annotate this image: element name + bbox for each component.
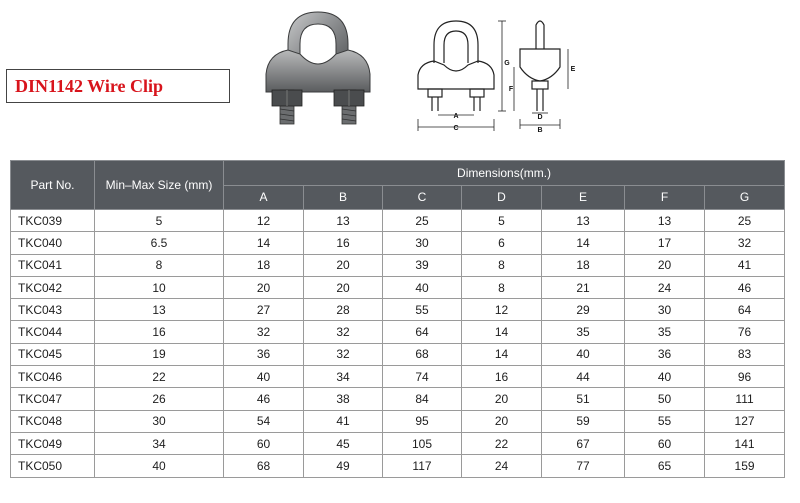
dimension-cell: 40 (542, 343, 625, 365)
dimension-cell: 83 (705, 343, 785, 365)
header-col-g: G (705, 185, 785, 210)
dimension-cell: 32 (705, 232, 785, 254)
table-row (11, 299, 785, 321)
dimension-cell: 141 (705, 432, 785, 454)
dimension-cell: 35 (625, 321, 705, 343)
dim-label-a: A (453, 113, 459, 120)
dim-label-g: G (504, 60, 510, 67)
dimension-cell: 16 (304, 232, 383, 254)
size-cell: 30 (95, 410, 224, 432)
dimension-cell: 68 (383, 343, 462, 365)
dim-label-b: B (537, 127, 543, 134)
dimension-cell: 36 (625, 343, 705, 365)
table-row (11, 388, 785, 410)
title-box (6, 69, 230, 103)
dimension-cell: 45 (304, 432, 383, 454)
size-cell: 16 (95, 321, 224, 343)
header-col-c: C (383, 185, 462, 210)
part-no-cell: TKC048 (11, 410, 95, 432)
dimension-cell: 25 (383, 210, 462, 232)
dimension-cell: 20 (304, 254, 383, 276)
dimension-cell: 6 (462, 232, 542, 254)
dimension-cell: 74 (383, 366, 462, 388)
dim-label-d: D (537, 114, 543, 121)
dimension-cell: 32 (224, 321, 304, 343)
part-no-cell: TKC041 (11, 254, 95, 276)
dimension-cell: 67 (542, 432, 625, 454)
dimension-cell: 59 (542, 410, 625, 432)
dimension-cell: 38 (304, 388, 383, 410)
dimension-cell: 14 (224, 232, 304, 254)
dimension-cell: 17 (625, 232, 705, 254)
dimension-cell: 84 (383, 388, 462, 410)
dimension-cell: 20 (224, 276, 304, 298)
size-cell: 5 (95, 210, 224, 232)
dimension-cell: 29 (542, 299, 625, 321)
dimension-cell: 30 (383, 232, 462, 254)
dimension-cell: 20 (462, 410, 542, 432)
dimension-cell: 68 (224, 455, 304, 477)
dimension-cell: 64 (383, 321, 462, 343)
dimension-cell: 50 (625, 388, 705, 410)
dimension-cell: 96 (705, 366, 785, 388)
dimension-cell: 18 (542, 254, 625, 276)
part-no-cell: TKC045 (11, 343, 95, 365)
part-no-cell: TKC043 (11, 299, 95, 321)
header-col-b: B (304, 185, 383, 210)
table-row (11, 254, 785, 276)
dimension-cell: 22 (462, 432, 542, 454)
dimension-cell: 41 (304, 410, 383, 432)
dimension-cell: 14 (462, 321, 542, 343)
size-cell: 26 (95, 388, 224, 410)
header-dimensions: Dimensions(mm.) (224, 161, 785, 186)
dimension-cell: 40 (383, 276, 462, 298)
dimension-cell: 54 (224, 410, 304, 432)
dimension-cell: 21 (542, 276, 625, 298)
part-no-cell: TKC042 (11, 276, 95, 298)
dimension-cell: 8 (462, 254, 542, 276)
size-cell: 10 (95, 276, 224, 298)
size-cell: 6.5 (95, 232, 224, 254)
part-no-cell: TKC050 (11, 455, 95, 477)
dimension-cell: 13 (625, 210, 705, 232)
size-cell: 13 (95, 299, 224, 321)
dimension-cell: 12 (224, 210, 304, 232)
dimension-cell: 41 (705, 254, 785, 276)
part-no-cell: TKC046 (11, 366, 95, 388)
table-row (11, 366, 785, 388)
header-part-no: Part No. (11, 161, 95, 210)
dimension-cell: 32 (304, 321, 383, 343)
table-row (11, 232, 785, 254)
dimension-cell: 51 (542, 388, 625, 410)
dimension-cell: 18 (224, 254, 304, 276)
header-col-a: A (224, 185, 304, 210)
dimension-cell: 34 (304, 366, 383, 388)
spec-table (10, 160, 785, 478)
dimension-cell: 28 (304, 299, 383, 321)
dimension-drawing (412, 15, 592, 135)
dimension-cell: 105 (383, 432, 462, 454)
dimension-cell: 64 (705, 299, 785, 321)
size-cell: 40 (95, 455, 224, 477)
header-col-e: E (542, 185, 625, 210)
dimension-cell: 60 (224, 432, 304, 454)
dimension-cell: 20 (462, 388, 542, 410)
size-cell: 8 (95, 254, 224, 276)
header-size: Min–Max Size (mm) (95, 161, 224, 210)
dimension-cell: 27 (224, 299, 304, 321)
header-col-f: F (625, 185, 705, 210)
dimension-cell: 49 (304, 455, 383, 477)
dimension-cell: 36 (224, 343, 304, 365)
size-cell: 34 (95, 432, 224, 454)
dimension-cell: 127 (705, 410, 785, 432)
table-row (11, 321, 785, 343)
dimension-cell: 5 (462, 210, 542, 232)
dimension-cell: 12 (462, 299, 542, 321)
dimension-cell: 24 (462, 455, 542, 477)
table-row (11, 276, 785, 298)
dimension-cell: 117 (383, 455, 462, 477)
dimension-cell: 32 (304, 343, 383, 365)
dim-label-c: C (453, 125, 459, 132)
dimension-cell: 77 (542, 455, 625, 477)
part-no-cell: TKC040 (11, 232, 95, 254)
dimension-cell: 159 (705, 455, 785, 477)
part-no-cell: TKC049 (11, 432, 95, 454)
dimension-cell: 8 (462, 276, 542, 298)
dimension-cell: 40 (224, 366, 304, 388)
dimension-cell: 60 (625, 432, 705, 454)
header-col-d: D (462, 185, 542, 210)
dimension-cell: 14 (462, 343, 542, 365)
table-body (11, 210, 785, 478)
dimension-cell: 30 (625, 299, 705, 321)
dimension-cell: 24 (625, 276, 705, 298)
table-row (11, 210, 785, 232)
dimension-cell: 95 (383, 410, 462, 432)
dimension-cell: 13 (304, 210, 383, 232)
size-cell: 22 (95, 366, 224, 388)
dimension-cell: 39 (383, 254, 462, 276)
table-row (11, 410, 785, 432)
dimension-cell: 25 (705, 210, 785, 232)
dimension-cell: 20 (625, 254, 705, 276)
wire-clip-photo (258, 4, 378, 128)
table-row (11, 343, 785, 365)
dimension-cell: 16 (462, 366, 542, 388)
part-no-cell: TKC044 (11, 321, 95, 343)
dim-label-e: E (570, 66, 576, 73)
dimension-cell: 76 (705, 321, 785, 343)
dimension-cell: 35 (542, 321, 625, 343)
dimension-cell: 111 (705, 388, 785, 410)
table-row (11, 455, 785, 477)
dimension-cell: 65 (625, 455, 705, 477)
dimension-cell: 44 (542, 366, 625, 388)
part-no-cell: TKC039 (11, 210, 95, 232)
dimension-cell: 55 (383, 299, 462, 321)
dimension-cell: 40 (625, 366, 705, 388)
part-no-cell: TKC047 (11, 388, 95, 410)
size-cell: 19 (95, 343, 224, 365)
table-row (11, 432, 785, 454)
header-row-top (11, 161, 785, 186)
dimension-cell: 14 (542, 232, 625, 254)
page-title: DIN1142 Wire Clip (15, 75, 164, 96)
dimension-cell: 46 (224, 388, 304, 410)
dimension-cell: 20 (304, 276, 383, 298)
dim-label-f: F (508, 86, 514, 93)
dimension-cell: 55 (625, 410, 705, 432)
dimension-cell: 46 (705, 276, 785, 298)
dimension-cell: 13 (542, 210, 625, 232)
